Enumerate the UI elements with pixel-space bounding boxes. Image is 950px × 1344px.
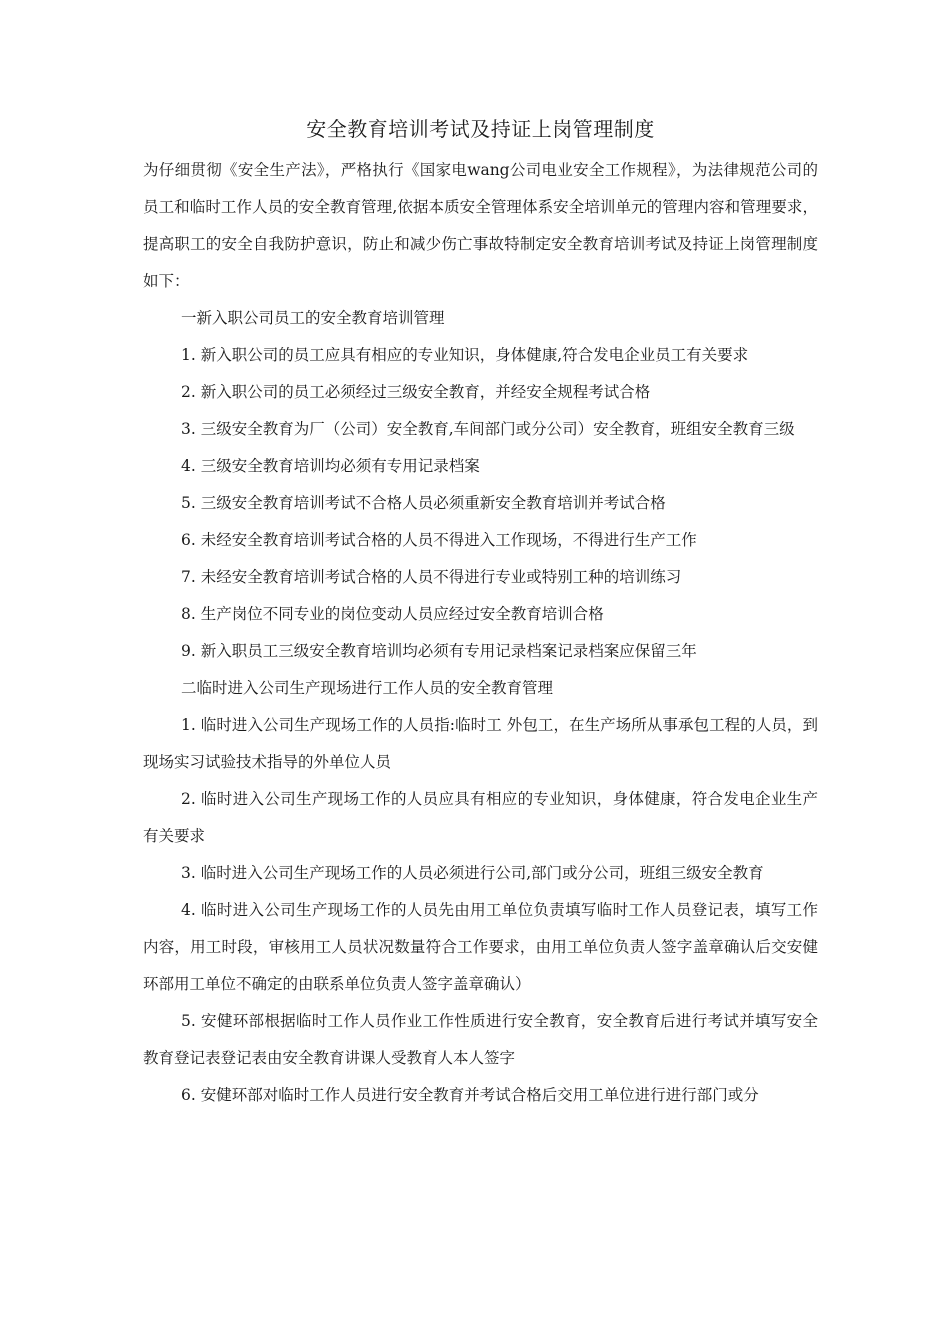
list-item: 2. 临时进入公司生产现场工作的人员应具有相应的专业知识，身体健康，符合发电企业生产有关要求 [143, 790, 818, 845]
list-item: 5. 安健环部根据临时工作人员作业工作性质进行安全教育，安全教育后进行考试并填写安全教育登记表登记表由安全教育讲课人受教育人本人签字 [143, 1012, 818, 1067]
section-heading-new-employees: 一新入职公司员工的安全教育培训管理 [181, 309, 445, 327]
list-item: 5. 三级安全教育培训考试不合格人员必须重新安全教育培训并考试合格 [181, 494, 666, 512]
list-item: 6. 安健环部对临时工作人员进行安全教育并考试合格后交用工单位进行进行部门或分 [181, 1086, 759, 1104]
list-item: 1. 新入职公司的员工应具有相应的专业知识，身体健康,符合发电企业员工有关要求 [181, 346, 749, 364]
list-item: 9. 新入职员工三级安全教育培训均必须有专用记录档案记录档案应保留三年 [181, 642, 697, 660]
list-item: 1. 临时进入公司生产现场工作的人员指:临时工 外包工，在生产场所从事承包工程的人员，到现场实习试验技术指导的外单位人员 [143, 716, 818, 771]
intro-paragraph: 为仔细贯彻《安全生产法》，严格执行《国家电wang公司电业安全工作规程》，为法律规范公司的员工和临时工作人员的安全教育管理,依据本质安全管理体系安全培训单元的管理内容和管理要求，提高职工的安全自我防护意识，防止和减少伤亡事故特制定安全教育培训考试及持证上岗管理制度如下： [143, 161, 818, 290]
list-item: 2. 新入职公司的员工必须经过三级安全教育，并经安全规程考试合格 [181, 383, 651, 401]
document-title: 安全教育培训考试及持证上岗管理制度 [306, 117, 655, 141]
list-item: 4. 三级安全教育培训均必须有专用记录档案 [181, 457, 480, 475]
list-item: 3. 三级安全教育为厂（公司）安全教育,车间部门或分公司）安全教育，班组安全教育三级 [181, 420, 795, 438]
section-heading-temporary-workers: 二临时进入公司生产现场进行工作人员的安全教育管理 [181, 679, 554, 697]
list-item: 6. 未经安全教育培训考试合格的人员不得进入工作现场，不得进行生产工作 [181, 531, 697, 549]
document-body [143, 112, 818, 1114]
list-item: 8. 生产岗位不同专业的岗位变动人员应经过安全教育培训合格 [181, 605, 604, 623]
list-item: 4. 临时进入公司生产现场工作的人员先由用工单位负责填写临时工作人员登记表，填写工作内容，用工时段，审核用工人员状况数量符合工作要求，由用工单位负责人签字盖章确认后交安健环部用工单位不确定的由联系单位负责人签字盖章确认） [143, 901, 818, 993]
list-item: 3. 临时进入公司生产现场工作的人员必须进行公司,部门或分公司，班组三级安全教育 [181, 864, 764, 882]
list-item: 7. 未经安全教育培训考试合格的人员不得进行专业或特别工种的培训练习 [181, 568, 682, 586]
